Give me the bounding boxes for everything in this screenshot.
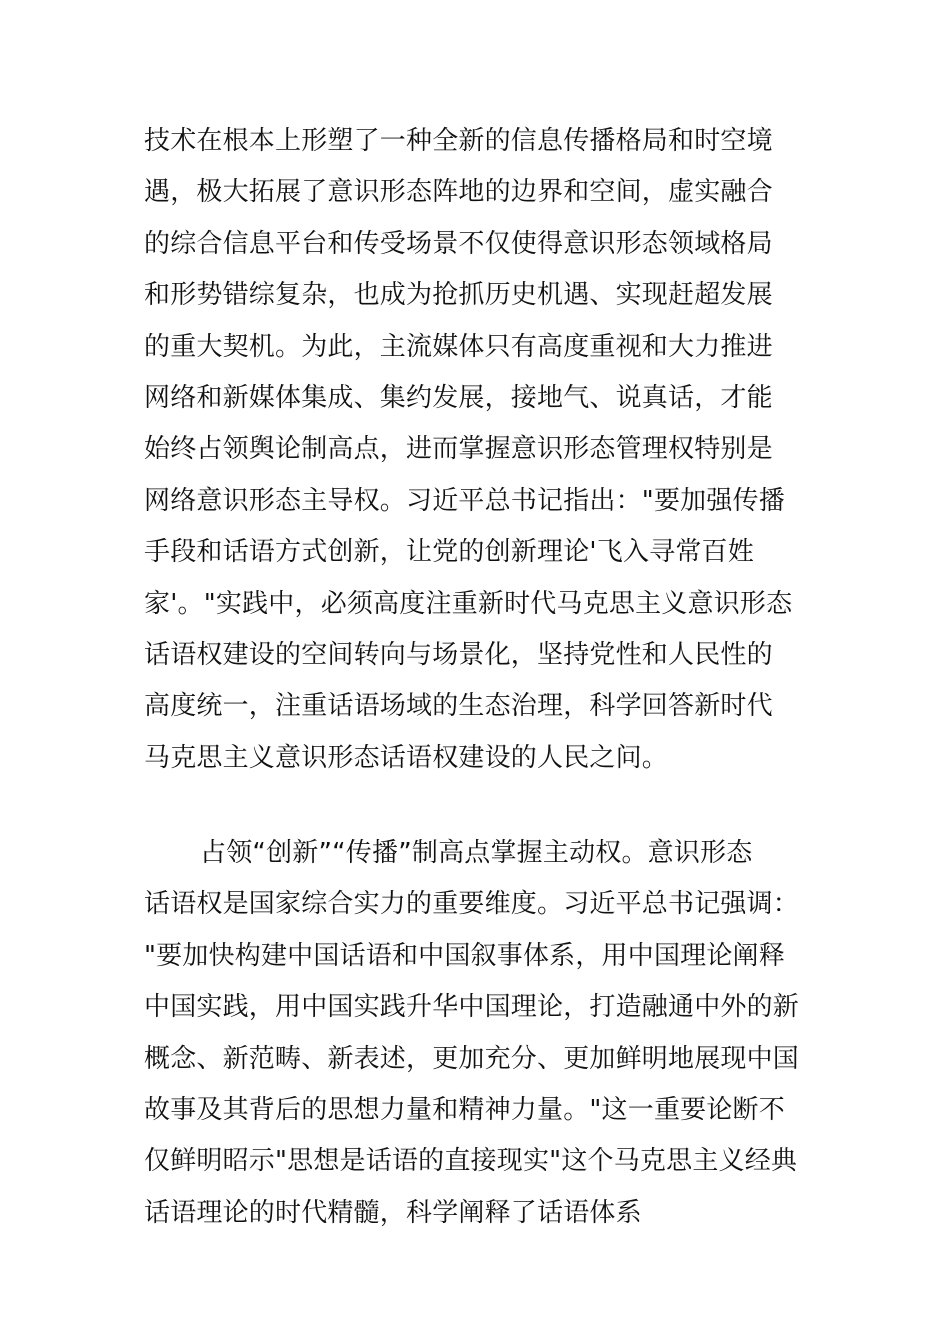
text-line: 话语权是国家综合实力的重要维度。习近平总书记强调： bbox=[144, 889, 800, 920]
text-line: 技术在根本上形塑了一种全新的信息传播格局和时空境 bbox=[144, 126, 773, 156]
text-line: 的重大契机。为此，主流媒体只有高度重视和大力推进 bbox=[144, 331, 773, 362]
paragraph-continuation bbox=[144, 116, 834, 784]
text-line: 始终占领舆论制高点，进而掌握意识形态管理权特别是 bbox=[144, 434, 773, 465]
text-line: 高度统一，注重话语场域的生态治理，科学回答新时代 bbox=[144, 691, 773, 722]
text-line: 网络意识形态主导权。习近平总书记指出："要加强传播 bbox=[144, 485, 785, 516]
text-line: 马克思主义意识形态话语权建设的人民之问。 bbox=[144, 742, 669, 773]
text-line: 网络和新媒体集成、集约发展，接地气、说真话，才能 bbox=[144, 382, 773, 413]
text-line: 话语权建设的空间转向与场景化，坚持党性和人民性的 bbox=[144, 639, 773, 670]
text-line: 概念、新范畴、新表述，更加充分、更加鲜明地展现中国 bbox=[144, 1043, 800, 1074]
text-line: 和形势错综复杂，也成为抢抓历史机遇、实现赶超发展 bbox=[144, 280, 773, 311]
text-line: 中国实践，用中国实践升华中国理论，打造融通中外的新 bbox=[144, 992, 800, 1023]
text-line: 故事及其背后的思想力量和精神力量。"这一重要论断不 bbox=[144, 1094, 785, 1125]
paragraph-innovation bbox=[144, 828, 834, 1239]
text-line: 仅鲜明昭示"思想是话语的直接现实"这个马克思主义经典 bbox=[144, 1146, 798, 1177]
text-line: 遇，极大拓展了意识形态阵地的边界和空间，虚实融合 bbox=[144, 177, 773, 208]
text-line: 家'。"实践中，必须高度注重新时代马克思主义意识形态 bbox=[144, 588, 793, 619]
text-line: 话语理论的时代精髓，科学阐释了话语体系 bbox=[144, 1197, 642, 1228]
text-line: "要加快构建中国话语和中国叙事体系，用中国理论阐释 bbox=[144, 940, 785, 971]
text-line: 的综合信息平台和传受场景不仅使得意识形态领域格局 bbox=[144, 228, 773, 259]
text-line: 手段和话语方式创新，让党的创新理论'飞入寻常百姓 bbox=[144, 537, 754, 568]
text-line-first: 占领“创新”“传播”制高点掌握主动权。意识形态 bbox=[200, 838, 753, 868]
